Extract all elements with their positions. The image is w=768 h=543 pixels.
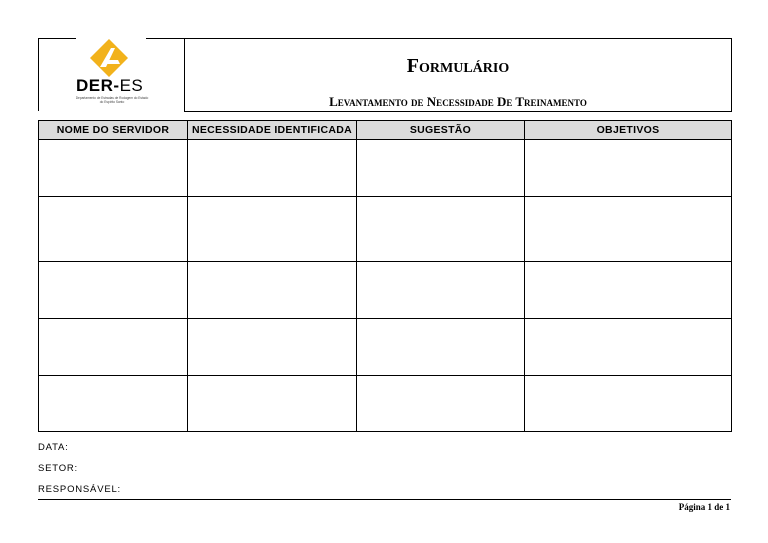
logo-brand-light: ES — [119, 76, 144, 95]
table-cell[interactable] — [188, 197, 357, 262]
setor-field-label: SETOR: — [38, 463, 78, 474]
der-es-diamond-logo-icon — [89, 38, 129, 78]
logo-cell — [38, 38, 184, 111]
table-cell[interactable] — [188, 262, 357, 319]
table-cell[interactable] — [39, 197, 188, 262]
footer-divider — [38, 499, 731, 500]
table-cell[interactable] — [525, 319, 732, 376]
table-row — [39, 262, 732, 319]
table-cell[interactable] — [39, 140, 188, 197]
logo-tagline: Departamento de Estradas de Rodagem do Estado do Espírito Santo — [75, 96, 149, 104]
table-cell[interactable] — [357, 262, 525, 319]
data-field-label: DATA: — [38, 442, 69, 453]
logo-frame-top-left — [38, 38, 76, 39]
column-header-necessidade: NECESSIDADE IDENTIFICADA — [188, 121, 357, 140]
logo-frame-left — [38, 38, 39, 111]
table-cell[interactable] — [39, 319, 188, 376]
form-title: Formulário — [406, 55, 510, 77]
responsavel-field-label: RESPONSÁVEL: — [38, 484, 121, 495]
column-header-sugestao: SUGESTÃO — [357, 121, 525, 140]
form-subtitle: Levantamento de Necessidade De Treinamento — [329, 94, 587, 109]
table-cell[interactable] — [357, 376, 525, 432]
table-row — [39, 140, 732, 197]
logo-wordmark — [76, 76, 143, 96]
table-cell[interactable] — [357, 319, 525, 376]
table-cell[interactable] — [39, 262, 188, 319]
table-cell[interactable] — [39, 376, 188, 432]
table-row — [39, 376, 732, 432]
table-cell[interactable] — [188, 140, 357, 197]
table-cell[interactable] — [525, 376, 732, 432]
table-cell[interactable] — [188, 319, 357, 376]
training-needs-table — [38, 120, 732, 432]
logo-brand-bold: DER- — [76, 76, 120, 95]
table-cell[interactable] — [525, 197, 732, 262]
logo-frame-top-right — [146, 38, 184, 39]
table-row — [39, 197, 732, 262]
column-header-objetivos: OBJETIVOS — [525, 121, 732, 140]
table-cell[interactable] — [357, 140, 525, 197]
table-row — [39, 319, 732, 376]
title-cell — [184, 38, 732, 112]
table-cell[interactable] — [525, 140, 732, 197]
table-cell[interactable] — [357, 197, 525, 262]
form-header — [38, 38, 730, 111]
page-number: Página 1 de 1 — [678, 502, 730, 512]
column-header-nome: NOME DO SERVIDOR — [39, 121, 188, 140]
table-cell[interactable] — [188, 376, 357, 432]
table-header-row — [39, 121, 732, 140]
table-cell[interactable] — [525, 262, 732, 319]
